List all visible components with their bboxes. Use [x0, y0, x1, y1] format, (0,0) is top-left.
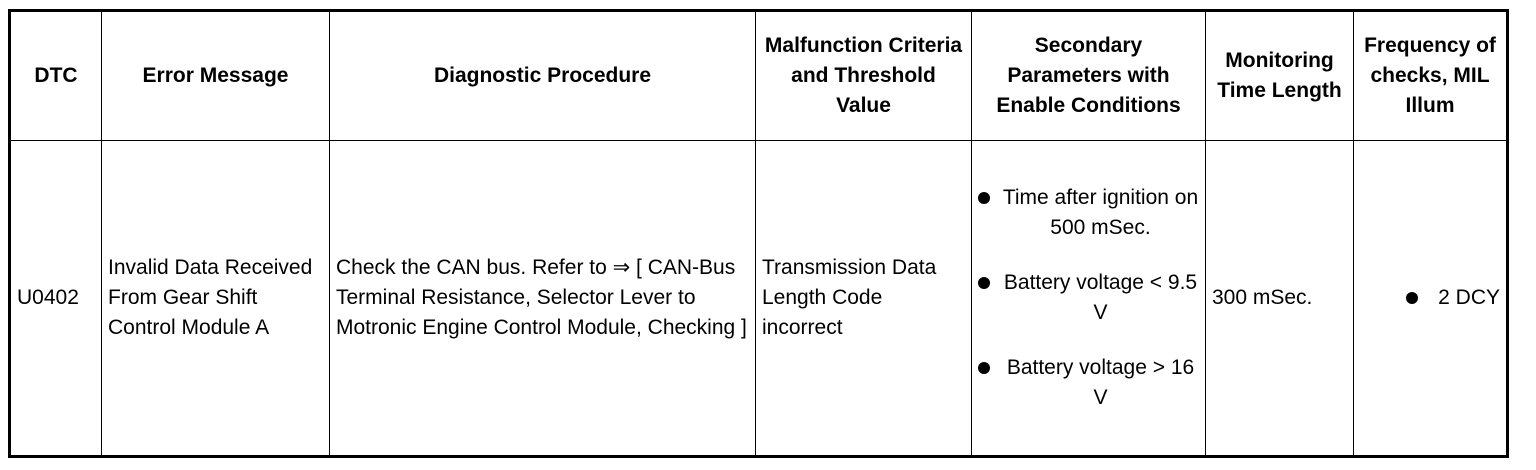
frequency-item — [1360, 283, 1500, 313]
table-row — [10, 141, 1508, 457]
cell-malfunction-criteria: Transmission Data Length Code incorrect — [756, 141, 972, 457]
bullet-icon — [978, 192, 990, 204]
header-monitoring-time: Monitoring Time Length — [1206, 11, 1354, 141]
header-dtc: DTC — [10, 11, 102, 141]
cell-diagnostic-procedure: Check the CAN bus. Refer to ⇒ [ CAN-Bus Terminal Resistance, Selector Lever to Motronic Engine Control Module, Checking ] — [330, 141, 756, 457]
cell-dtc: U0402 — [10, 141, 102, 457]
header-diagnostic-procedure: Diagnostic Procedure — [330, 11, 756, 141]
dtc-table-container — [8, 9, 1509, 458]
header-frequency: Frequency of checks, MIL Illum — [1354, 11, 1508, 141]
bullet-icon — [1406, 292, 1418, 304]
bullet-icon — [978, 362, 990, 374]
condition-item — [978, 268, 1199, 328]
header-malfunction-criteria: Malfunction Criteria and Threshold Value — [756, 11, 972, 141]
condition-item — [978, 183, 1199, 243]
condition-text: Battery voltage < 9.5 V — [1003, 271, 1198, 324]
cell-error-message: Invalid Data Received From Gear Shift Control Module A — [102, 141, 330, 457]
condition-text: Time after ignition on 500 mSec. — [1002, 186, 1199, 239]
condition-item — [978, 353, 1199, 413]
header-secondary-parameters: Secondary Parameters with Enable Conditions — [972, 11, 1206, 141]
cell-monitoring-time: 300 mSec. — [1206, 141, 1354, 457]
frequency-text: 2 DCY — [1438, 286, 1500, 309]
bullet-icon — [978, 277, 990, 289]
cell-frequency — [1354, 141, 1508, 457]
table-header-row — [10, 11, 1508, 141]
header-error-message: Error Message — [102, 11, 330, 141]
cell-enable-conditions — [972, 141, 1206, 457]
dtc-table — [8, 9, 1509, 458]
condition-text: Battery voltage > 16 V — [1006, 356, 1195, 409]
